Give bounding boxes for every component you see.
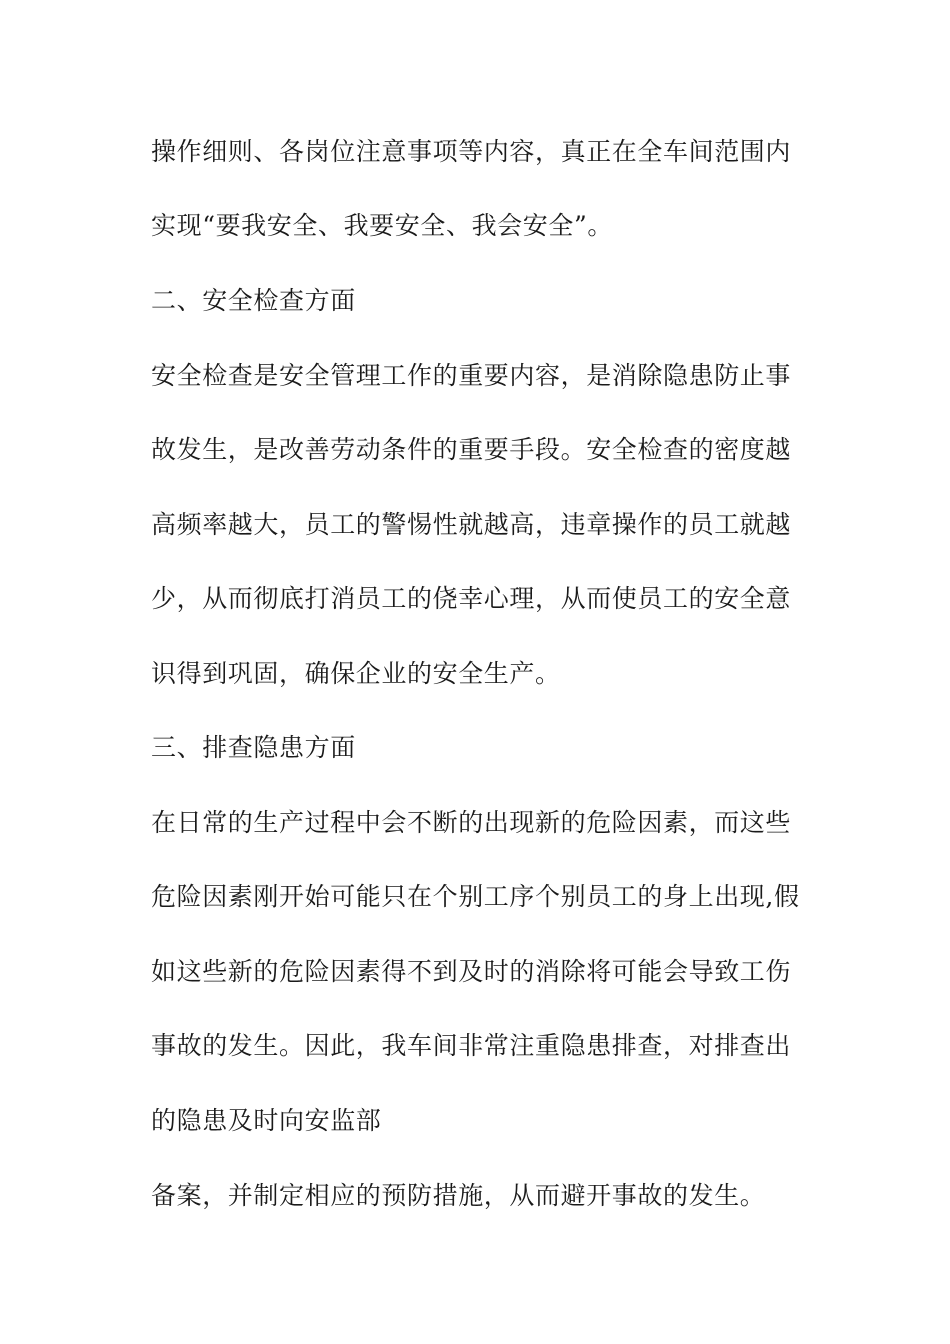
section-heading: 二、安全检查方面 [151,286,356,315]
paragraph-line: 操作细则、各岗位注意事项等内容，真正在全车间范围内 [151,137,792,166]
paragraph-line: 备案，并制定相应的预防措施，从而避开事故的发生。 [151,1181,766,1210]
paragraph-line: 危险因素刚开始可能只在个别工序个别员工的身上出现,假 [151,882,800,911]
paragraph-line: 事故的发生。因此，我车间非常注重隐患排查，对排查出 [151,1031,792,1060]
paragraph-line: 安全检查是安全管理工作的重要内容，是消除隐患防止事 [151,361,792,390]
paragraph-line: 高频率越大，员工的警惕性就越高，违章操作的员工就越 [151,510,792,539]
paragraph-line: 如这些新的危险因素得不到及时的消除将可能会导致工伤 [151,957,792,986]
paragraph-line: 少，从而彻底打消员工的侥幸心理，从而使员工的安全意 [151,584,792,613]
paragraph-line: 实现“要我安全、我要安全、我会安全”。 [151,211,613,240]
section-heading: 三、排查隐患方面 [151,733,356,762]
paragraph-line: 识得到巩固，确保企业的安全生产。 [151,659,561,688]
paragraph-line: 的隐患及时向安监部 [151,1106,382,1135]
paragraph-line: 在日常的生产过程中会不断的出现新的危险因素，而这些 [151,808,792,837]
paragraph-line: 故发生，是改善劳动条件的重要手段。安全检查的密度越 [151,435,792,464]
